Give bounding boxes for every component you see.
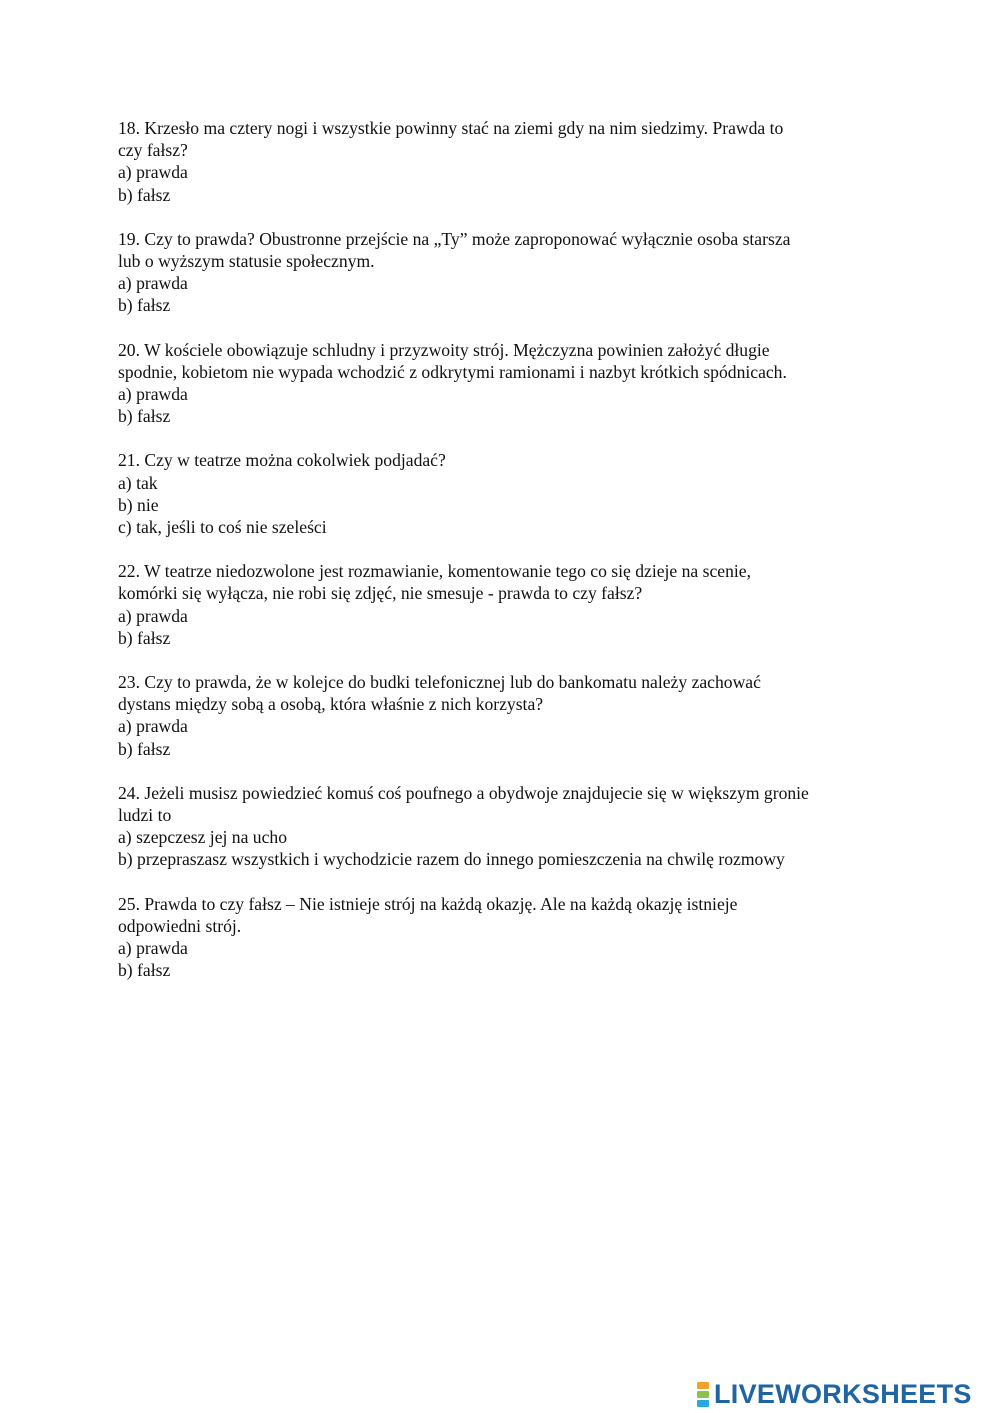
- answer-option[interactable]: a) prawda: [118, 716, 188, 737]
- question-19: [118, 228, 888, 317]
- logo-mark-bar: [697, 1391, 709, 1398]
- question-text: 25. Prawda to czy fałsz – Nie istnieje strój na każdą okazję. Ale na każdą okazję istnieje: [118, 893, 738, 914]
- question-text: 20. W kościele obowiązuje schludny i przyzwoity strój. Mężczyzna powinien założyć długie: [118, 339, 770, 360]
- logo-mark-bar: [697, 1382, 709, 1389]
- answer-option[interactable]: a) prawda: [118, 273, 188, 294]
- answer-option[interactable]: a) prawda: [118, 162, 188, 183]
- answer-option[interactable]: b) fałsz: [118, 738, 171, 759]
- answer-option[interactable]: a) prawda: [118, 605, 188, 626]
- answer-option[interactable]: b) fałsz: [118, 295, 171, 316]
- answer-option[interactable]: c) tak, jeśli to coś nie szeleści: [118, 517, 327, 538]
- logo-mark-bar: [697, 1400, 709, 1407]
- question-text: ludzi to: [118, 805, 172, 826]
- answer-option[interactable]: b) fałsz: [118, 406, 171, 427]
- question-text: 23. Czy to prawda, że w kolejce do budki telefonicznej lub do bankomatu należy zachować: [118, 672, 761, 693]
- answer-option[interactable]: b) fałsz: [118, 627, 171, 648]
- question-text: 18. Krzesło ma cztery nogi i wszystkie powinny stać na ziemi gdy na nim siedzimy. Prawda to: [118, 118, 784, 138]
- logo-text: LIVEWORKSHEETS: [714, 1378, 972, 1409]
- question-text: 21. Czy w teatrze można cokolwiek podjadać?: [118, 450, 446, 471]
- answer-option[interactable]: a) tak: [118, 472, 158, 493]
- liveworksheets-logo: [697, 1377, 972, 1411]
- question-text: 22. W teatrze niedozwolone jest rozmawianie, komentowanie tego co się dzieje na scenie,: [118, 561, 751, 582]
- answer-option[interactable]: b) przepraszasz wszystkich i wychodzicie razem do innego pomieszczenia na chwilę rozmowy: [118, 849, 785, 870]
- question-22: [118, 560, 888, 649]
- answer-option[interactable]: b) fałsz: [118, 184, 171, 205]
- question-text: odpowiedni strój.: [118, 915, 242, 936]
- question-18: [118, 117, 888, 206]
- answer-option[interactable]: a) prawda: [118, 384, 188, 405]
- question-text: lub o wyższym statusie społecznym.: [118, 251, 375, 272]
- question-24: [118, 782, 888, 871]
- answer-option[interactable]: b) fałsz: [118, 960, 171, 981]
- question-text: 19. Czy to prawda? Obustronne przejście na „Ty” może zaproponować wyłącznie osoba starsza: [118, 228, 791, 249]
- question-text: czy fałsz?: [118, 140, 188, 161]
- worksheet-page: [118, 117, 888, 1004]
- answer-option[interactable]: b) nie: [118, 494, 159, 515]
- question-text: 24. Jeżeli musisz powiedzieć komuś coś poufnego a obydwoje znajdujecie się w większym gronie: [118, 782, 809, 803]
- answer-option[interactable]: a) prawda: [118, 938, 188, 959]
- logo-mark-icon: [697, 1381, 711, 1408]
- question-text: spodnie, kobietom nie wypada wchodzić z odkrytymi ramionami i nazbyt krótkich spódnicach.: [118, 361, 787, 382]
- question-23: [118, 671, 888, 760]
- question-text: dystans między sobą a osobą, która właśnie z nich korzysta?: [118, 694, 544, 715]
- question-20: [118, 339, 888, 428]
- question-21: [118, 449, 888, 538]
- answer-option[interactable]: a) szepczesz jej na ucho: [118, 827, 287, 848]
- question-text: komórki się wyłącza, nie robi się zdjęć, nie smesuje - prawda to czy fałsz?: [118, 583, 643, 604]
- question-25: [118, 893, 888, 982]
